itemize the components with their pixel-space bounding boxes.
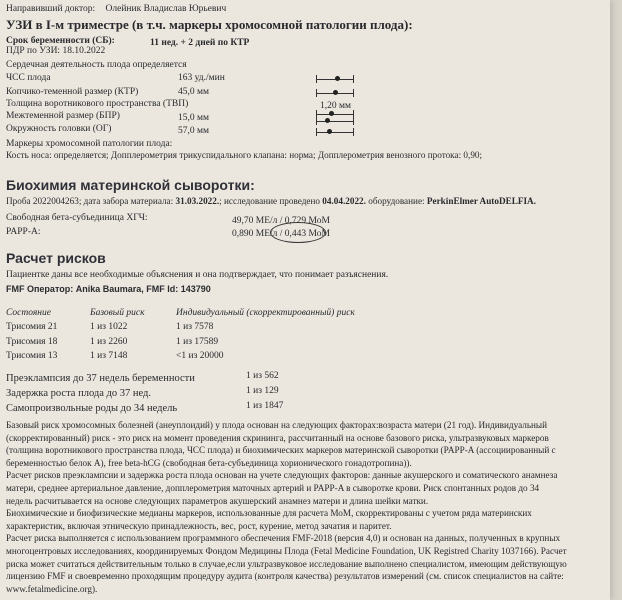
edd-label: ПДР по УЗИ: xyxy=(6,46,61,56)
table-cell-base: 1 из 7148 xyxy=(90,351,128,361)
biochem-row-value: 49,70 МЕ/л / 0,729 МоМ xyxy=(232,216,330,226)
measurement-value: 1,20 мм xyxy=(320,101,352,111)
handwritten-circle xyxy=(270,222,326,243)
measurement-value: 15,0 мм xyxy=(178,113,210,123)
gestational-age-label: Срок беременности (СБ): xyxy=(6,36,115,46)
footnote-line: Биохимические и биофизические медианы маркеров, использованные для расчета МоМ, скорректированы с учетом ряда материнских xyxy=(6,508,532,519)
table-cell-base: 1 из 1022 xyxy=(90,322,128,332)
footnote-line: многоцентровых исследованиях, координируемых Фондом Медицины Плода (Fetal Medicine Foundation, UK Registred Charity 1037166). Расчет xyxy=(6,545,567,556)
table-header-base: Базовый риск xyxy=(90,308,145,318)
biochem-row-value: 0,890 МЕ/л / 0,443 МоМ xyxy=(232,229,330,239)
biochem-row-label: PAPP-A: xyxy=(6,227,41,237)
footnote-line: характеристик, включая этническую принадлежность, вес, рост, курение, метод зачатия и паритет. xyxy=(6,520,392,531)
footnote-block xyxy=(6,419,602,595)
markers-text: Кость носа: определяется; Допплерометрия трикуспидального клапана: норма; Допплерометрия венозного протока: 0,90; xyxy=(6,150,483,160)
edd-line xyxy=(6,46,105,56)
other-risk-value: 1 из 1847 xyxy=(246,401,284,411)
gauge-marker xyxy=(333,90,338,95)
table-cell-individual: 1 из 17589 xyxy=(176,337,219,347)
equipment-name: PerkinElmer AutoDELFIA. xyxy=(426,196,536,206)
sample-date-label: ; дата забора материала: xyxy=(78,196,174,206)
footnote-line: Расчет риска выполняется с использованием программного обеспечения FMF-2018 (версия 4,0) и основан на данных, полученных в крупных xyxy=(6,533,561,544)
other-risk-value: 1 из 562 xyxy=(246,371,279,381)
table-cell-individual: <1 из 20000 xyxy=(176,351,224,361)
measurement-gauge xyxy=(316,128,354,136)
referring-doctor-name: Олейник Владислав Юрьевич xyxy=(105,4,227,14)
footnote-line: (толщина воротникового пространства плода, ЧСС плода) и биохимических маркеров материнской сыворотки (PAPP-A (ассоциированный с xyxy=(6,445,556,456)
referring-doctor-line xyxy=(6,4,226,14)
biochem-heading: Биохимия материнской сыворотки: xyxy=(6,177,255,193)
measurement-value: 163 уд./мин xyxy=(178,73,225,83)
other-risk-label: Задержка роста плода до 37 нед. xyxy=(6,388,151,399)
gauge-marker xyxy=(329,111,334,116)
sample-line xyxy=(6,196,536,206)
table-cell-condition: Трисомия 18 xyxy=(6,337,58,347)
footnote-line: Базовый риск хромосомных болезней (анеуплоидий) у плода основан на следующих факторах:возраста матери (21 год). Индивидуальный xyxy=(6,420,548,430)
risk-heading: Расчет рисков xyxy=(6,250,106,266)
footnote-line: матери, среднее артериальное давление, допплерометрия маточных артерий и PAPP-A в сыворотке крови. Риск спонтанных родов до 34 xyxy=(6,482,540,493)
other-risk-label: Самопроизвольные роды до 34 недель xyxy=(6,403,178,414)
measurement-value: 45,0 мм xyxy=(178,87,210,97)
gauge-marker xyxy=(325,118,330,123)
table-cell-base: 1 из 2260 xyxy=(90,337,128,347)
gauge-marker xyxy=(335,76,340,81)
measurement-label: Окружность головки (ОГ) xyxy=(6,124,112,134)
footnote-line: недель расчитывается на основе следующих параметров акушерский анамнез матери и длина шейки матки. xyxy=(6,495,429,506)
footnote-line: риска может считаться действительным только в случае,если ультразвуковое исследование выполнено специалистом, имеющим действующую xyxy=(6,558,567,569)
referring-doctor-label: Направивший доктор: xyxy=(6,4,96,14)
sample-id: Проба 2022004263 xyxy=(6,196,79,206)
markers-heading: Маркеры хромосомной патологии плода: xyxy=(6,139,173,149)
cardiac-activity: Сердечная деятельность плода определяется xyxy=(6,60,187,70)
consent-text: Пациентке даны все необходимые объяснения и она подтверждает, что понимает разъяснения. xyxy=(6,270,389,280)
edd-value: 18.10.2022 xyxy=(62,46,106,56)
exam-date-label: ; исследование проведено xyxy=(219,196,320,206)
sample-date: 31.03.2022. xyxy=(175,196,220,206)
measurement-label: Межтеменной размер (БПР) xyxy=(6,111,120,121)
biochem-row-label: Свободная бета-субъединица ХГЧ: xyxy=(6,213,148,223)
table-cell-condition: Трисомия 13 xyxy=(6,351,58,361)
footnote-line: www.fetalmedicine.org). xyxy=(6,583,98,594)
table-header-condition: Состояние xyxy=(6,308,51,318)
gestational-age-value: 11 нед. + 2 дней по КТР xyxy=(150,38,250,48)
other-risk-value: 1 из 129 xyxy=(246,386,279,396)
measurement-value: 57,0 мм xyxy=(178,126,210,136)
measurement-label: Толщина воротникового пространства (ТВП) xyxy=(6,99,189,109)
measurement-gauge xyxy=(316,89,354,97)
footnote-line: лицензию FMF и своевременно проходящим процедуру аудита (контроля качества) результатов измерений (см. список специалистов на сайте: xyxy=(6,571,564,582)
gauge-marker xyxy=(327,129,332,134)
footnote-line: Расчет рисков преэклампсии и задержка роста плода основан на учете следующих факторов: данные акушерского и соматического анамнеза xyxy=(6,470,558,481)
fmf-operator: FMF Оператор: Anika Baumara, FMF Id: 143790 xyxy=(6,284,211,294)
exam-date: 04.04.2022. xyxy=(322,196,366,206)
measurement-label: ЧСС плода xyxy=(6,73,51,83)
equipment-label: оборудование: xyxy=(368,196,425,206)
footnote-line: (скорректированный) риск - это риск на момент проведения скрининга, рассчитанный на основе базового риска, ультразвуковых маркеров xyxy=(6,432,549,443)
table-header-individual: Индивидуальный (скорректированный) риск xyxy=(176,308,355,318)
measurement-gauge xyxy=(316,117,354,125)
table-cell-condition: Трисомия 21 xyxy=(6,322,58,332)
measurement-gauge xyxy=(316,75,354,83)
table-cell-individual: 1 из 7578 xyxy=(176,322,214,332)
report-title: УЗИ в I-м триместре (в т.ч. маркеры хромосомной патологии плода): xyxy=(6,17,413,32)
measurement-label: Копчико-теменной размер (КТР) xyxy=(6,87,139,97)
footnote-line: беременностью белок А), free beta-hCG (свободная бета-субъединица хорионического гонадотропина)). xyxy=(6,457,412,468)
other-risk-label: Преэклампсия до 37 недель беременности xyxy=(6,373,195,384)
